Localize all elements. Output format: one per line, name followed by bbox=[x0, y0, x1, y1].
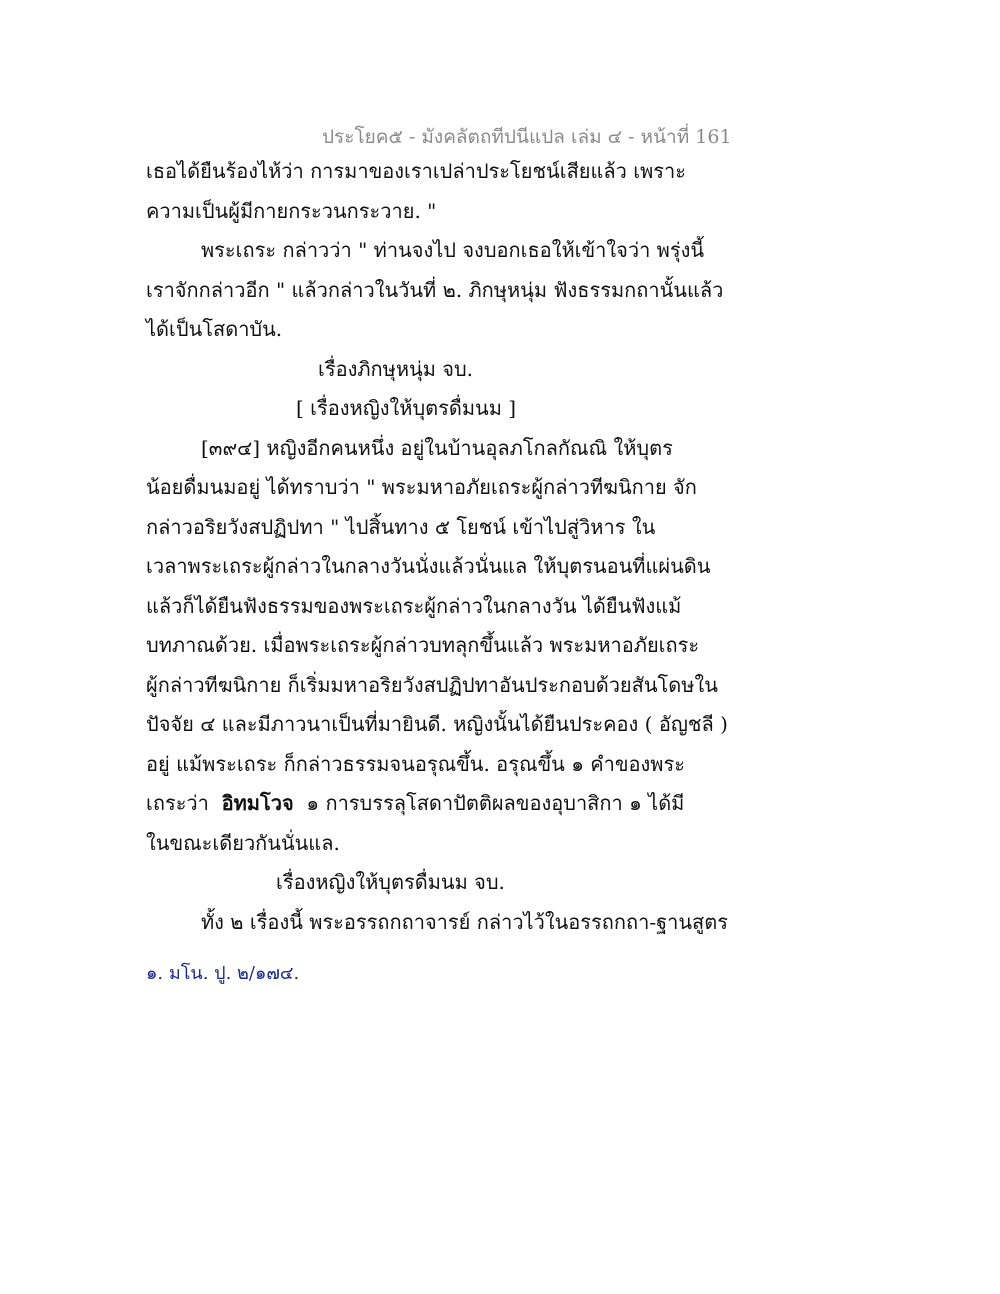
text-segment: ๑ การบรรลุโสดาปัตติผลของอุบาสิกา ๑ ได้มี bbox=[306, 791, 685, 815]
story-end-title: เรื่องภิกษุหนุ่ม จบ. bbox=[318, 356, 473, 381]
story-end-title: เรื่องหญิงให้บุตรดื่มนม จบ. bbox=[276, 870, 505, 894]
text-line: อยู่ แม้พระเถระ ก็กล่าวธรรมจนอรุณขึ้น. อรุณขึ้น ๑ คำของพระ bbox=[146, 751, 685, 776]
body-text bbox=[146, 152, 726, 942]
text-line: ได้เป็นโสดาบัน. bbox=[146, 317, 283, 341]
text-line: เธอได้ยืนร้องไห้ว่า การมาของเราเปล่าประโยชน์เสียแล้ว เพราะ bbox=[146, 159, 686, 183]
text-line: เราจักกล่าวอีก " แล้วกล่าวในวันที่ ๒. ภิกษุหนุ่ม ฟังธรรมกถานั้นแล้ว bbox=[146, 277, 724, 302]
text-line bbox=[146, 784, 726, 824]
pali-term: อิทมโวจ bbox=[221, 791, 294, 815]
text-line: [๓๙๔] หญิงอีกคนหนึ่ง อยู่ในบ้านอุลภโกลกัณณิ ให้บุตร bbox=[201, 435, 673, 460]
text-line: ผู้กล่าวทีฆนิกาย ก็เริ่มมหาอริยวังสปฏิปทาอันประกอบด้วยสันโดษใน bbox=[146, 672, 718, 697]
text-line: บทภาณด้วย. เมื่อพระเถระผู้กล่าวบทลุกขึ้นแล้ว พระมหาอภัยเถระ bbox=[146, 633, 700, 657]
text-segment: เถระว่า bbox=[146, 791, 209, 815]
text-line: ปัจจัย ๔ และมีภาวนาเป็นที่มายินดี. หญิงนั้นได้ยืนประคอง ( อัญชลี ) bbox=[146, 712, 728, 736]
text-line: ความเป็นผู้มีกายกระวนกระวาย. " bbox=[146, 198, 437, 223]
page-header: ประโยค๕ - มังคลัตถทีปนีแปล เล่ม ๔ - หน้าที่ 161 bbox=[322, 126, 732, 148]
story-heading: [ เรื่องหญิงให้บุตรดื่มนม ] bbox=[296, 396, 517, 420]
footnote: ๑. มโน. ปู. ๒/๑๗๔. bbox=[146, 963, 300, 984]
text-line: พระเถระ กล่าวว่า " ท่านจงไป จงบอกเธอให้เข้าใจว่า พรุ่งนี้ bbox=[201, 238, 705, 262]
text-line: ในขณะเดียวกันนั่นแล. bbox=[146, 830, 340, 855]
text-line: ทั้ง ๒ เรื่องนี้ พระอรรถกถาจารย์ กล่าวไว้ในอรรถกถา-ฐานสูตร bbox=[201, 909, 728, 934]
text-line: กล่าวอริยวังสปฏิปทา " ไปสิ้นทาง ๕ โยชน์ เข้าไปสู่วิหาร ใน bbox=[146, 514, 656, 539]
text-line: เวลาพระเถระผู้กล่าวในกลางวันนั่งแล้วนั่นแล ให้บุตรนอนที่แผ่นดิน bbox=[146, 554, 711, 578]
text-line: น้อยดื่มนมอยู่ ได้ทราบว่า " พระมหาอภัยเถระผู้กล่าวทีฆนิกาย จัก bbox=[146, 475, 697, 499]
text-line: แล้วก็ได้ยืนฟังธรรมของพระเถระผู้กล่าวในกลางวัน ได้ยืนฟังแม้ bbox=[146, 593, 682, 618]
